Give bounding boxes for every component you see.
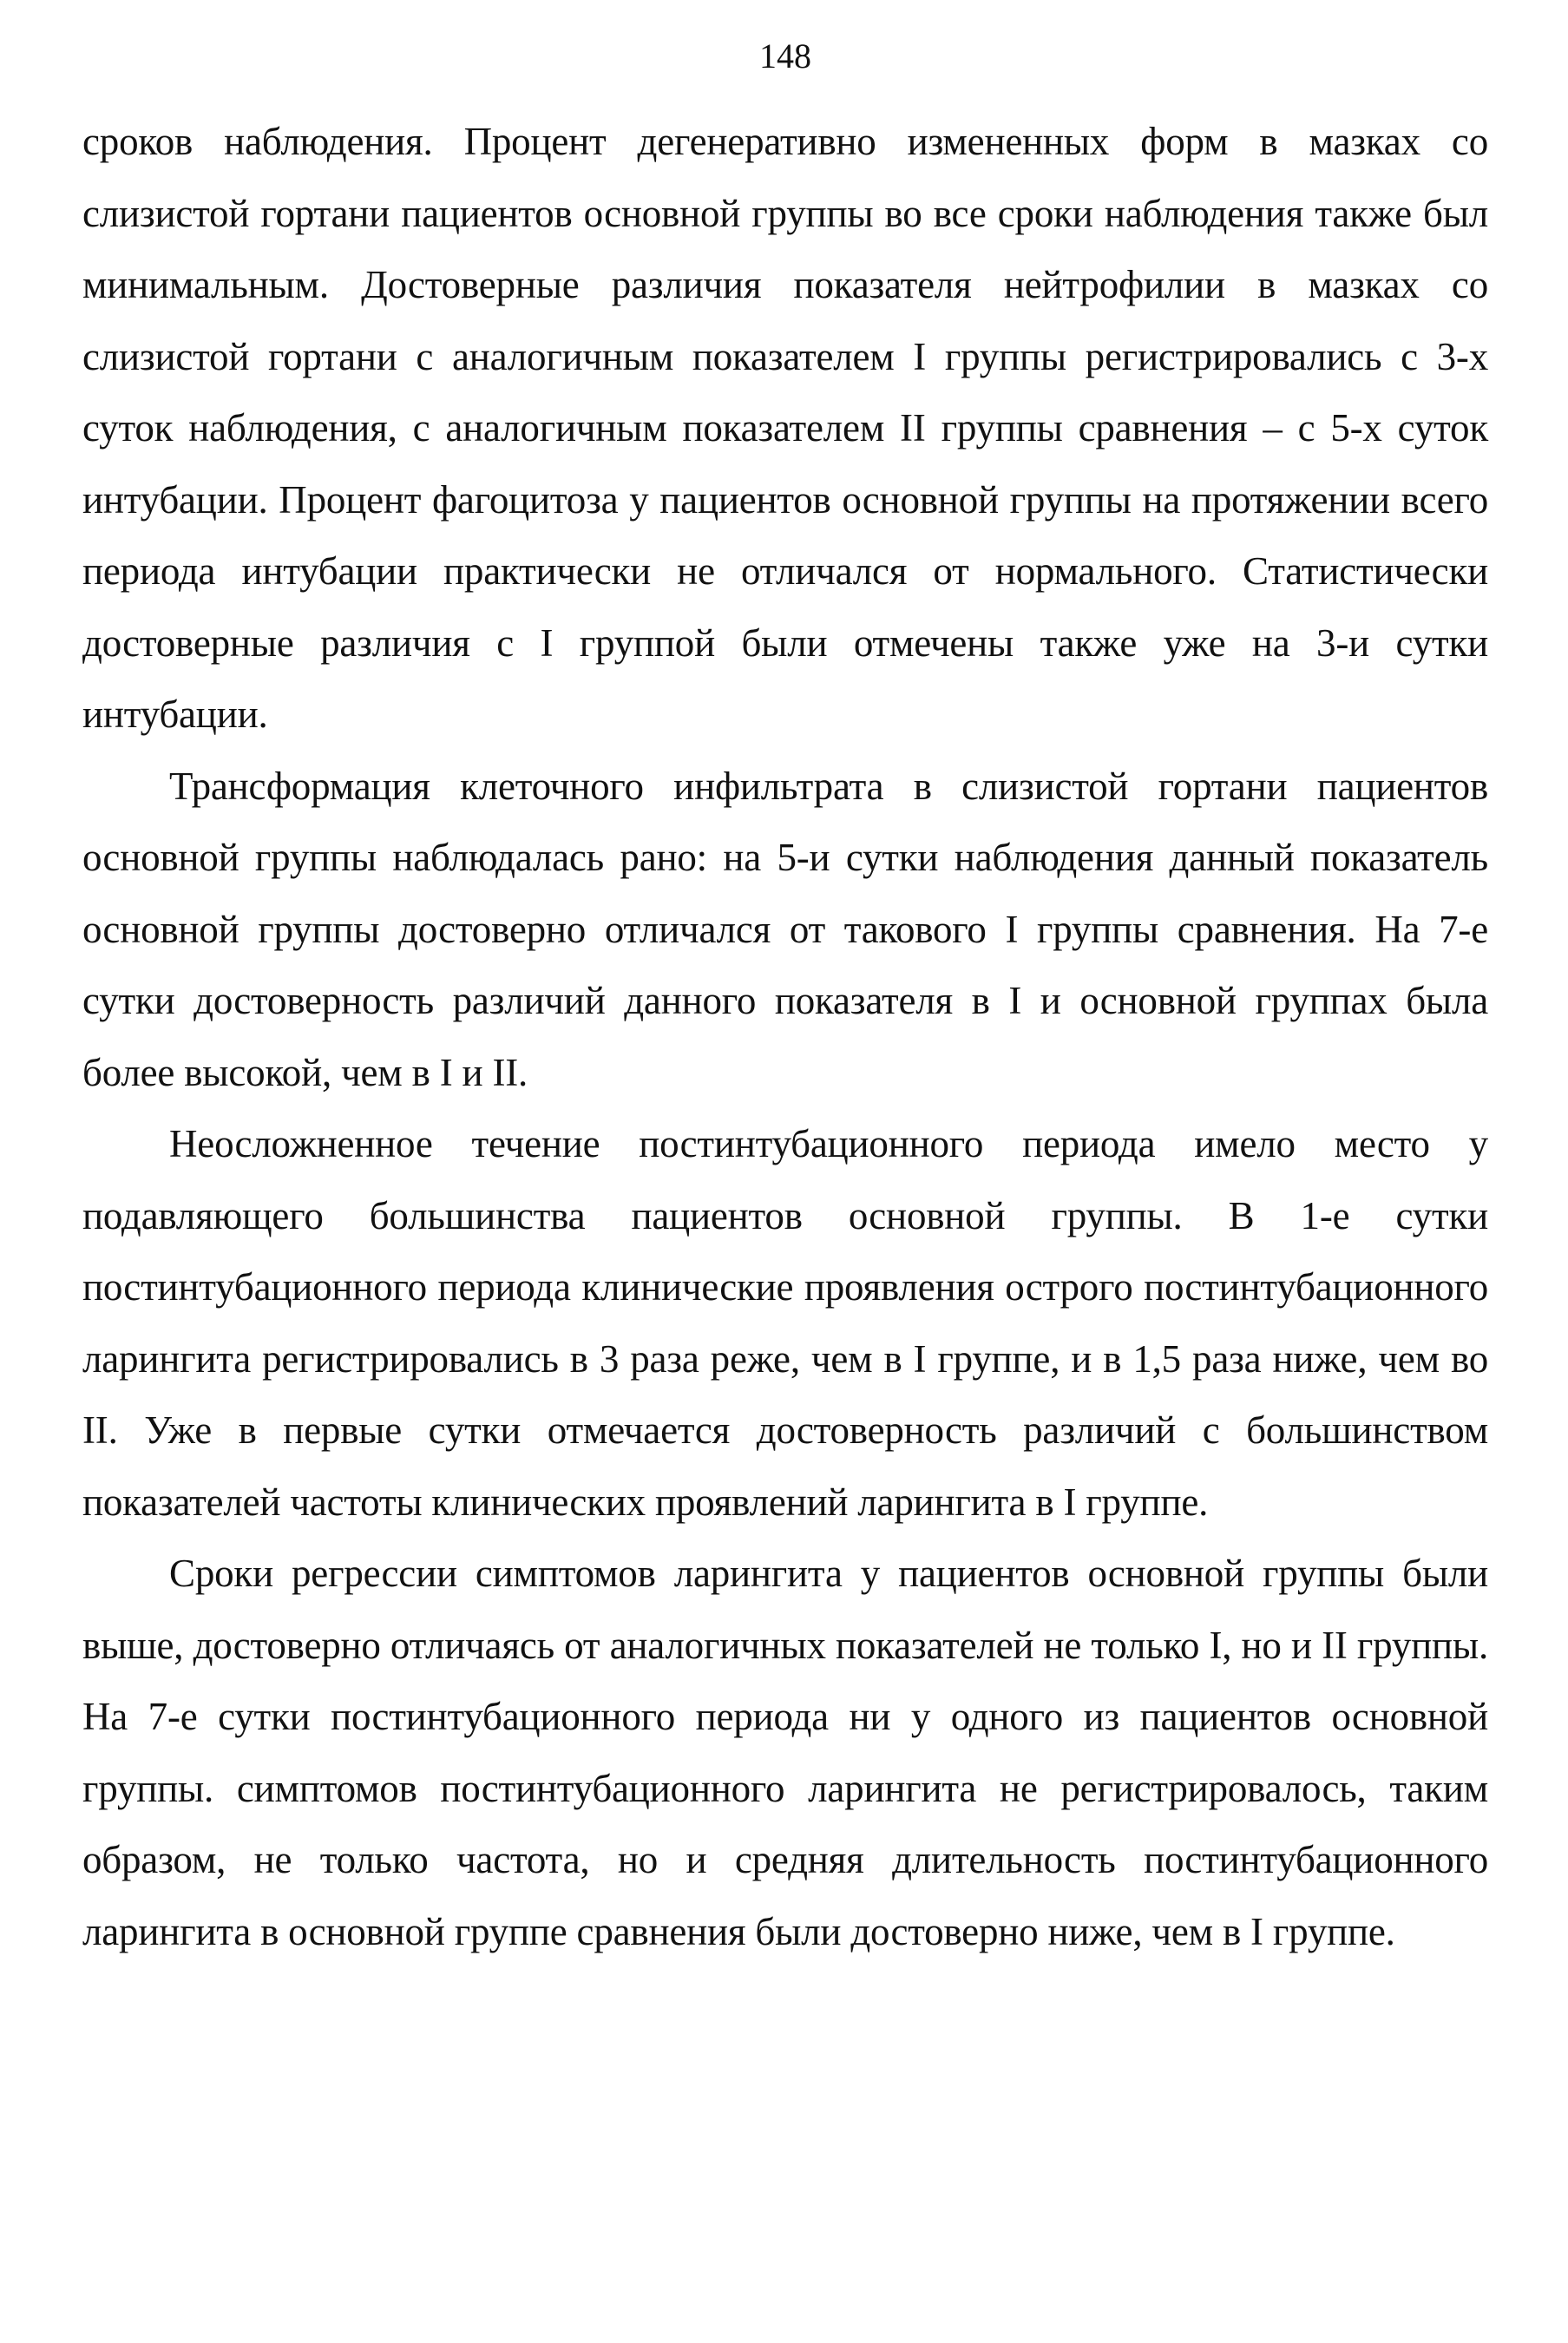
paragraph-continuation: сроков наблюдения. Процент дегенеративно измененных форм в мазках со слизистой гортани пациентов основной группы во все сроки наблюдения также был минимальным. Достоверные различия показателя нейтрофилии в мазках со слизистой гортани с аналогичным показателем I группы регистрировались с 3-х суток наблюдения, с аналогичным показателем II группы сравнения – с 5-х суток интубации. Процент фагоцитоза у пациентов основной группы на протяжении всего периода интубации практически не отличался от нормального. Статистически достоверные различия с I группой были отмечены также уже на 3-и сутки интубации. [82, 120, 1488, 736]
page-number: 148 [759, 36, 811, 75]
paragraph-infiltrate-transformation: Трансформация клеточного инфильтрата в слизистой гортани пациентов основной группы наблюдалась рано: на 5-и сутки наблюдения данный показатель основной группы достоверно отличался от такового I группы сравнения. На 7-е сутки достоверность различий данного показателя в I и основной группах была более высокой, чем в I и II. [82, 764, 1488, 1094]
paragraph-postintubation-course: Неосложненное течение постинтубационного периода имело место у подавляющего большинства пациентов основной группы. В 1-е сутки постинтубационного периода клинические проявления острого постинтубационного ларингита регистрировались в 3 раза реже, чем в I группе, и в 1,5 раза ниже, чем во II. Уже в первые сутки отмечается достоверность различий с большинством показателей частоты клинических проявлений ларингита в I группе. [82, 1122, 1488, 1524]
document-page [82, 35, 1488, 1967]
paragraph-symptom-regression: Сроки регрессии симптомов ларингита у пациентов основной группы были выше, достоверно отличаясь от аналогичных показателей не только I, но и II группы. На 7-е сутки постинтубационного периода ни у одного из пациентов основной группы. симптомов постинтубационного ларингита не регистрировалось, таким образом, не только частота, но и средняя длительность постинтубационного ларингита в основной группе сравнения были достоверно ниже, чем в I группе. [82, 1552, 1488, 1953]
